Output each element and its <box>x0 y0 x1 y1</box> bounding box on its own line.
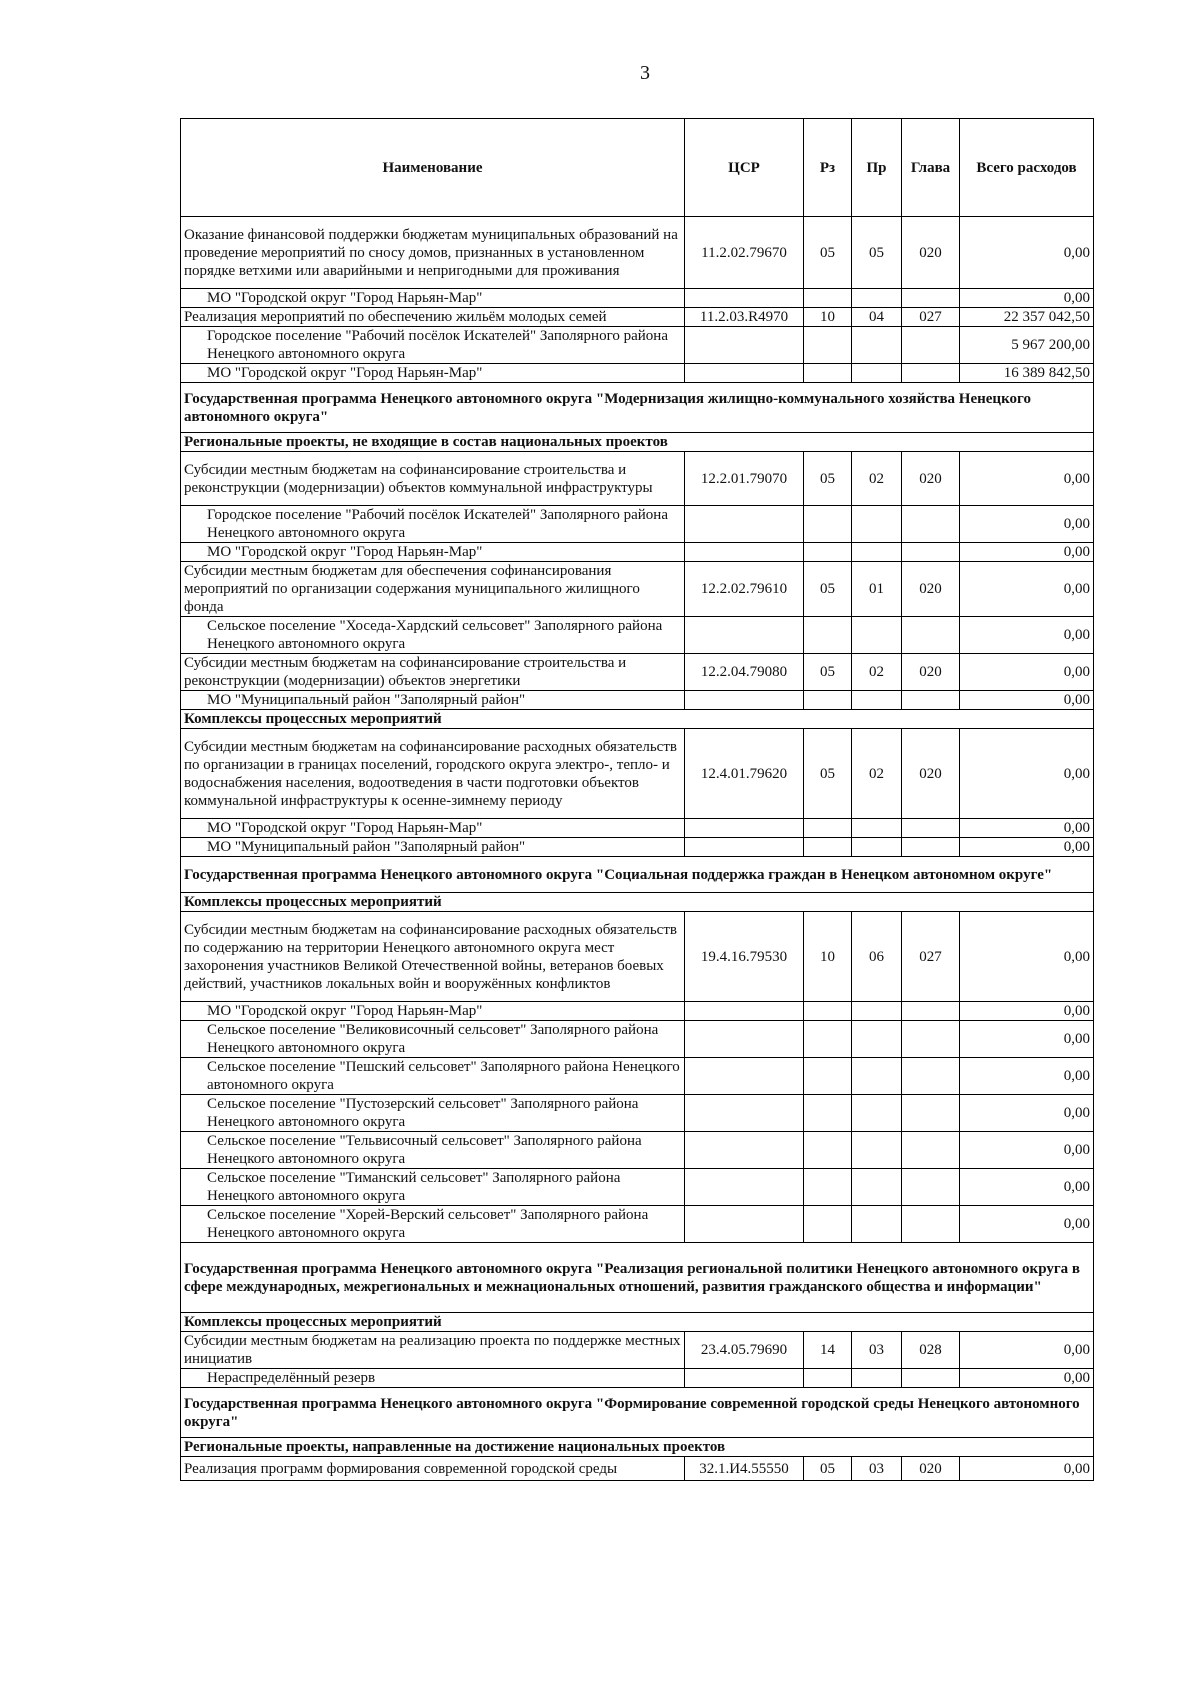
recipient-row <box>181 838 1094 857</box>
cell-total: 0,00 <box>960 1002 1094 1021</box>
recipient-row <box>181 1095 1094 1132</box>
cell-total: 0,00 <box>960 1132 1094 1169</box>
cell-csr <box>685 617 804 654</box>
section-row <box>181 1313 1094 1332</box>
cell-pr <box>852 691 902 710</box>
cell-rz <box>804 1369 852 1388</box>
recipient-row <box>181 1132 1094 1169</box>
cell-rz <box>804 1132 852 1169</box>
cell-glava <box>902 1169 960 1206</box>
cell-pr <box>852 543 902 562</box>
cell-csr <box>685 1206 804 1243</box>
cell-rz: 10 <box>804 912 852 1002</box>
cell-glava <box>902 1058 960 1095</box>
cell-name: Субсидии местным бюджетам на реализацию проекта по поддержке местных инициатив <box>181 1332 685 1369</box>
cell-glava <box>902 1132 960 1169</box>
cell-glava <box>902 838 960 857</box>
cell-csr <box>685 691 804 710</box>
cell-csr <box>685 1058 804 1095</box>
program-title: Государственная программа Ненецкого автономного округа "Формирование современной городской среды Ненецкого автономного округа" <box>181 1388 1094 1438</box>
cell-pr <box>852 1021 902 1058</box>
cell-csr <box>685 1132 804 1169</box>
cell-glava <box>902 1002 960 1021</box>
cell-rz <box>804 1021 852 1058</box>
cell-glava <box>902 1206 960 1243</box>
cell-total: 0,00 <box>960 452 1094 506</box>
program-row <box>181 383 1094 433</box>
cell-name: Реализация программ формирования современной городской среды <box>181 1457 685 1481</box>
cell-glava <box>902 691 960 710</box>
section-title: Региональные проекты, направленные на достижение национальных проектов <box>181 1438 1094 1457</box>
cell-pr <box>852 838 902 857</box>
cell-total: 0,00 <box>960 1369 1094 1388</box>
program-row <box>181 1243 1094 1313</box>
cell-name: Сельское поселение "Пешский сельсовет" Заполярного района Ненецкого автономного округа <box>181 1058 685 1095</box>
table-row <box>181 562 1094 617</box>
cell-csr <box>685 506 804 543</box>
cell-rz: 05 <box>804 654 852 691</box>
cell-name: Нераспределённый резерв <box>181 1369 685 1388</box>
cell-pr <box>852 819 902 838</box>
cell-glava: 028 <box>902 1332 960 1369</box>
table-row <box>181 729 1094 819</box>
cell-glava: 020 <box>902 1457 960 1481</box>
cell-csr: 11.2.03.R4970 <box>685 308 804 327</box>
cell-rz <box>804 617 852 654</box>
cell-name: МО "Городской округ "Город Нарьян-Мар" <box>181 364 685 383</box>
cell-total: 0,00 <box>960 1058 1094 1095</box>
cell-glava <box>902 289 960 308</box>
cell-rz <box>804 1206 852 1243</box>
cell-total: 16 389 842,50 <box>960 364 1094 383</box>
cell-total: 0,00 <box>960 1457 1094 1481</box>
cell-rz <box>804 1058 852 1095</box>
recipient-row <box>181 1369 1094 1388</box>
recipient-row <box>181 691 1094 710</box>
cell-pr <box>852 364 902 383</box>
cell-pr <box>852 1206 902 1243</box>
cell-pr: 04 <box>852 308 902 327</box>
section-row <box>181 893 1094 912</box>
cell-pr <box>852 1169 902 1206</box>
cell-total: 0,00 <box>960 729 1094 819</box>
table-row <box>181 1457 1094 1481</box>
cell-glava <box>902 506 960 543</box>
cell-rz <box>804 327 852 364</box>
cell-pr: 02 <box>852 654 902 691</box>
cell-name: Сельское поселение "Тиманский сельсовет" Заполярного района Ненецкого автономного округа <box>181 1169 685 1206</box>
cell-glava <box>902 1095 960 1132</box>
cell-csr <box>685 1095 804 1132</box>
cell-glava <box>902 543 960 562</box>
cell-rz <box>804 819 852 838</box>
cell-csr: 12.2.02.79610 <box>685 562 804 617</box>
cell-total: 5 967 200,00 <box>960 327 1094 364</box>
cell-name: МО "Муниципальный район "Заполярный район" <box>181 838 685 857</box>
cell-glava <box>902 1369 960 1388</box>
cell-name: Городское поселение "Рабочий посёлок Искателей" Заполярного района Ненецкого автономного округа <box>181 506 685 543</box>
cell-pr <box>852 1058 902 1095</box>
cell-csr <box>685 364 804 383</box>
cell-name: Субсидии местным бюджетам для обеспечения софинансирования мероприятий по организации содержания муниципального жилищного фонда <box>181 562 685 617</box>
cell-csr: 12.2.01.79070 <box>685 452 804 506</box>
section-title: Комплексы процессных мероприятий <box>181 1313 1094 1332</box>
cell-glava <box>902 1021 960 1058</box>
cell-rz: 05 <box>804 452 852 506</box>
recipient-row <box>181 289 1094 308</box>
cell-pr <box>852 1132 902 1169</box>
header-csr: ЦСР <box>685 119 804 217</box>
program-title: Государственная программа Ненецкого автономного округа "Социальная поддержка граждан в Ненецком автономном округе" <box>181 857 1094 893</box>
cell-total: 0,00 <box>960 289 1094 308</box>
section-title: Комплексы процессных мероприятий <box>181 710 1094 729</box>
cell-csr: 11.2.02.79670 <box>685 217 804 289</box>
recipient-row <box>181 1206 1094 1243</box>
program-row <box>181 857 1094 893</box>
cell-pr: 02 <box>852 729 902 819</box>
cell-total: 0,00 <box>960 1332 1094 1369</box>
cell-glava: 027 <box>902 308 960 327</box>
cell-csr <box>685 289 804 308</box>
cell-total: 0,00 <box>960 1095 1094 1132</box>
table-row <box>181 1332 1094 1369</box>
cell-glava <box>902 819 960 838</box>
cell-glava <box>902 327 960 364</box>
cell-total: 0,00 <box>960 819 1094 838</box>
cell-rz: 10 <box>804 308 852 327</box>
cell-name: МО "Городской округ "Город Нарьян-Мар" <box>181 819 685 838</box>
cell-rz: 05 <box>804 217 852 289</box>
recipient-row <box>181 1058 1094 1095</box>
cell-glava: 020 <box>902 729 960 819</box>
cell-name: Субсидии местным бюджетам на софинансирование строительства и реконструкции (модернизации) объектов энергетики <box>181 654 685 691</box>
cell-pr <box>852 289 902 308</box>
cell-name: Оказание финансовой поддержки бюджетам муниципальных образований на проведение мероприятий по сносу домов, признанных в установленном порядке ветхими или аварийными и непригодными для проживания <box>181 217 685 289</box>
cell-name: Субсидии местным бюджетам на софинансирование расходных обязательств по организации в границах поселений, городского округа электро-, тепло- и водоснабжения населения, водоотведения в части подготовки объектов коммунальной инфраструктуры к осенне-зимнему периоду <box>181 729 685 819</box>
cell-pr: 03 <box>852 1457 902 1481</box>
cell-glava: 020 <box>902 452 960 506</box>
cell-csr: 12.4.01.79620 <box>685 729 804 819</box>
cell-pr <box>852 327 902 364</box>
header-total: Всего расходов <box>960 119 1094 217</box>
cell-rz: 14 <box>804 1332 852 1369</box>
cell-csr <box>685 1021 804 1058</box>
cell-total: 0,00 <box>960 691 1094 710</box>
cell-rz <box>804 1095 852 1132</box>
section-title: Региональные проекты, не входящие в состав национальных проектов <box>181 433 1094 452</box>
cell-rz <box>804 289 852 308</box>
cell-total: 0,00 <box>960 838 1094 857</box>
header-glava: Глава <box>902 119 960 217</box>
cell-total: 0,00 <box>960 217 1094 289</box>
cell-name: Сельское поселение "Хорей-Верский сельсовет" Заполярного района Ненецкого автономного округа <box>181 1206 685 1243</box>
recipient-row <box>181 1169 1094 1206</box>
cell-total: 0,00 <box>960 543 1094 562</box>
cell-glava: 020 <box>902 217 960 289</box>
cell-pr <box>852 1002 902 1021</box>
recipient-row <box>181 617 1094 654</box>
recipient-row <box>181 543 1094 562</box>
cell-pr: 01 <box>852 562 902 617</box>
cell-rz <box>804 838 852 857</box>
cell-pr <box>852 1095 902 1132</box>
cell-rz <box>804 1002 852 1021</box>
cell-csr <box>685 1369 804 1388</box>
cell-name: Сельское поселение "Пустозерский сельсовет" Заполярного района Ненецкого автономного округа <box>181 1095 685 1132</box>
program-title: Государственная программа Ненецкого автономного округа "Реализация региональной политики Ненецкого автономного округа в сфере международных, межрегиональных и межнациональных отношений, развития гражданского общества и информации" <box>181 1243 1094 1313</box>
cell-total: 22 357 042,50 <box>960 308 1094 327</box>
cell-total: 0,00 <box>960 506 1094 543</box>
cell-name: Городское поселение "Рабочий посёлок Искателей" Заполярного района Ненецкого автономного округа <box>181 327 685 364</box>
section-title: Комплексы процессных мероприятий <box>181 893 1094 912</box>
cell-rz <box>804 364 852 383</box>
cell-glava: 020 <box>902 562 960 617</box>
header-name: Наименование <box>181 119 685 217</box>
cell-name: Субсидии местным бюджетам на софинансирование расходных обязательств по содержанию на территории Ненецкого автономного округа мест захоронения участников Великой Отечественной войны, ветеранов боевых действий, участников локальных войн и вооружённых конфликтов <box>181 912 685 1002</box>
cell-rz <box>804 691 852 710</box>
budget-table <box>180 118 1094 1481</box>
cell-glava <box>902 364 960 383</box>
cell-total: 0,00 <box>960 1021 1094 1058</box>
cell-csr <box>685 838 804 857</box>
cell-name: МО "Городской округ "Город Нарьян-Мар" <box>181 289 685 308</box>
cell-name: Сельское поселение "Тельвисочный сельсовет" Заполярного района Ненецкого автономного округа <box>181 1132 685 1169</box>
table-row <box>181 912 1094 1002</box>
section-row <box>181 710 1094 729</box>
cell-pr: 02 <box>852 452 902 506</box>
cell-rz: 05 <box>804 729 852 819</box>
table-row <box>181 217 1094 289</box>
cell-total: 0,00 <box>960 912 1094 1002</box>
recipient-row <box>181 364 1094 383</box>
cell-total: 0,00 <box>960 617 1094 654</box>
cell-csr <box>685 1002 804 1021</box>
cell-total: 0,00 <box>960 1206 1094 1243</box>
cell-csr <box>685 1169 804 1206</box>
recipient-row <box>181 506 1094 543</box>
cell-pr <box>852 617 902 654</box>
section-row <box>181 1438 1094 1457</box>
cell-rz: 05 <box>804 1457 852 1481</box>
recipient-row <box>181 1002 1094 1021</box>
program-title: Государственная программа Ненецкого автономного округа "Модернизация жилищно-коммунального хозяйства Ненецкого автономного округа" <box>181 383 1094 433</box>
cell-name: Сельское поселение "Великовисочный сельсовет" Заполярного района Ненецкого автономного округа <box>181 1021 685 1058</box>
cell-rz: 05 <box>804 562 852 617</box>
cell-csr: 19.4.16.79530 <box>685 912 804 1002</box>
cell-name: МО "Городской округ "Город Нарьян-Мар" <box>181 543 685 562</box>
cell-pr: 06 <box>852 912 902 1002</box>
section-row <box>181 433 1094 452</box>
cell-total: 0,00 <box>960 1169 1094 1206</box>
cell-pr: 05 <box>852 217 902 289</box>
cell-csr <box>685 543 804 562</box>
cell-csr <box>685 327 804 364</box>
cell-pr <box>852 1369 902 1388</box>
cell-name: МО "Городской округ "Город Нарьян-Мар" <box>181 1002 685 1021</box>
recipient-row <box>181 1021 1094 1058</box>
cell-name: Сельское поселение "Хоседа-Хардский сельсовет" Заполярного района Ненецкого автономного округа <box>181 617 685 654</box>
recipient-row <box>181 819 1094 838</box>
cell-name: Субсидии местным бюджетам на софинансирование строительства и реконструкции (модернизации) объектов коммунальной инфраструктуры <box>181 452 685 506</box>
cell-glava <box>902 617 960 654</box>
cell-csr: 32.1.И4.55550 <box>685 1457 804 1481</box>
cell-total: 0,00 <box>960 562 1094 617</box>
recipient-row <box>181 327 1094 364</box>
table-body <box>181 217 1094 1481</box>
cell-pr: 03 <box>852 1332 902 1369</box>
table-row <box>181 308 1094 327</box>
table-row <box>181 452 1094 506</box>
cell-rz <box>804 506 852 543</box>
cell-rz <box>804 543 852 562</box>
program-row <box>181 1388 1094 1438</box>
cell-glava: 027 <box>902 912 960 1002</box>
cell-glava: 020 <box>902 654 960 691</box>
table-header-row <box>181 119 1094 217</box>
cell-name: МО "Муниципальный район "Заполярный район" <box>181 691 685 710</box>
header-pr: Пр <box>852 119 902 217</box>
header-rz: Рз <box>804 119 852 217</box>
cell-total: 0,00 <box>960 654 1094 691</box>
cell-csr: 12.2.04.79080 <box>685 654 804 691</box>
cell-csr <box>685 819 804 838</box>
table-row <box>181 654 1094 691</box>
cell-pr <box>852 506 902 543</box>
cell-name: Реализация мероприятий по обеспечению жильём молодых семей <box>181 308 685 327</box>
cell-csr: 23.4.05.79690 <box>685 1332 804 1369</box>
page-number: 3 <box>640 62 650 84</box>
cell-rz <box>804 1169 852 1206</box>
